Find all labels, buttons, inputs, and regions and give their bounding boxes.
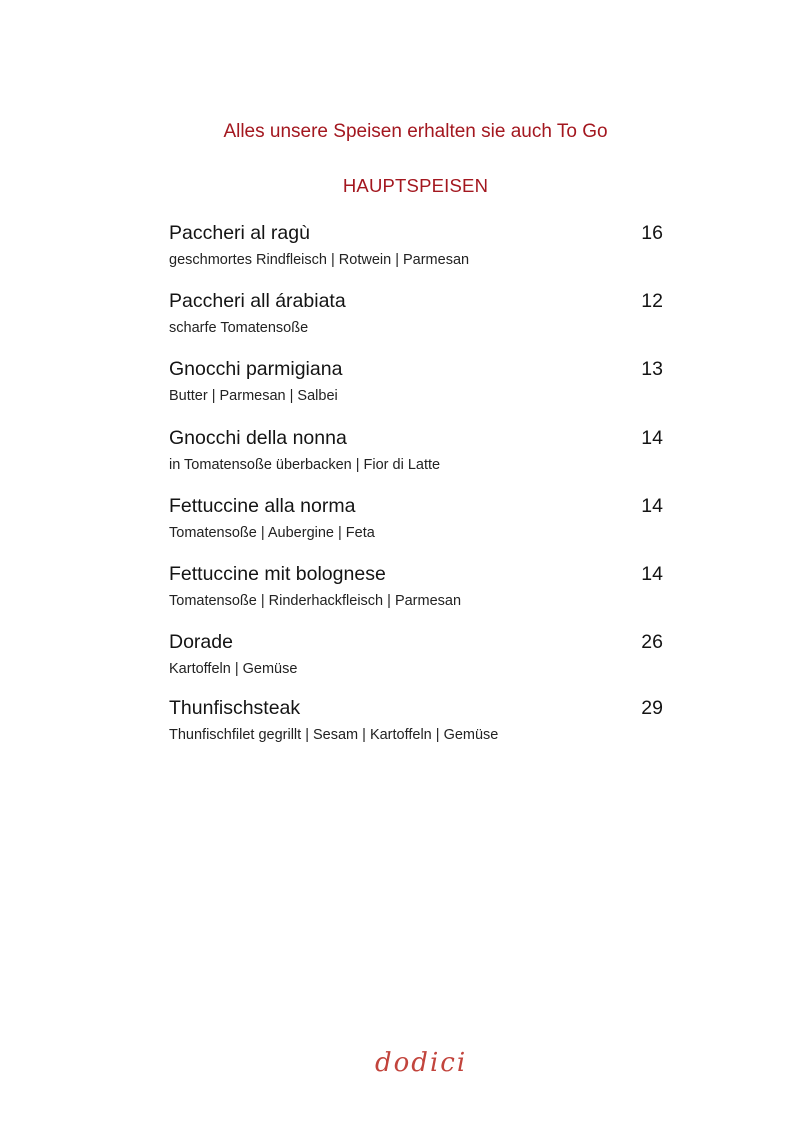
menu-item: [169, 563, 663, 609]
dish-price: 16: [641, 222, 663, 244]
menu-item: [169, 495, 663, 541]
dish-price: 14: [641, 427, 663, 449]
dish-name: Gnocchi parmigiana: [169, 358, 343, 380]
dish-price: 14: [641, 563, 663, 585]
dish-name: Thunfischsteak: [169, 697, 301, 719]
dish-name: Gnocchi della nonna: [169, 427, 347, 449]
to-go-note: Alles unsere Speisen erhalten sie auch To Go: [223, 121, 608, 142]
menu-item: [169, 222, 663, 268]
dish-price: 29: [641, 697, 663, 719]
dish-name: Fettuccine alla norma: [169, 495, 356, 517]
restaurant-logo: [375, 1048, 468, 1088]
section-title: HAUPTSPEISEN: [342, 175, 489, 196]
dish-description: geschmortes Rindfleisch | Rotwein | Parmesan: [169, 252, 470, 268]
dish-description: Tomatensoße | Rinderhackfleisch | Parmesan: [169, 593, 462, 609]
dish-description: in Tomatensoße überbacken | Fior di Latte: [169, 457, 441, 473]
menu-item: [169, 427, 663, 473]
dish-price: 26: [641, 631, 663, 653]
dish-name: Dorade: [169, 631, 233, 653]
dish-price: 13: [641, 358, 663, 380]
menu-item: [169, 358, 663, 404]
dish-price: 12: [641, 290, 663, 312]
menu-item: [169, 631, 663, 677]
dish-description: scharfe Tomatensoße: [169, 320, 309, 336]
menu-item: [169, 290, 663, 336]
logo-wordmark: dodici: [375, 1048, 468, 1078]
dish-name: Paccheri al ragù: [169, 222, 310, 244]
dish-name: Fettuccine mit bolognese: [169, 563, 386, 585]
menu-item: [169, 697, 663, 743]
dish-price: 14: [641, 495, 663, 517]
dish-description: Thunfischfilet gegrillt | Sesam | Kartoffeln | Gemüse: [169, 727, 499, 743]
dish-description: Tomatensoße | Aubergine | Feta: [169, 525, 375, 541]
dish-name: Paccheri all árabiata: [169, 290, 346, 312]
dish-description: Kartoffeln | Gemüse: [169, 661, 298, 677]
dish-description: Butter | Parmesan | Salbei: [169, 388, 338, 404]
